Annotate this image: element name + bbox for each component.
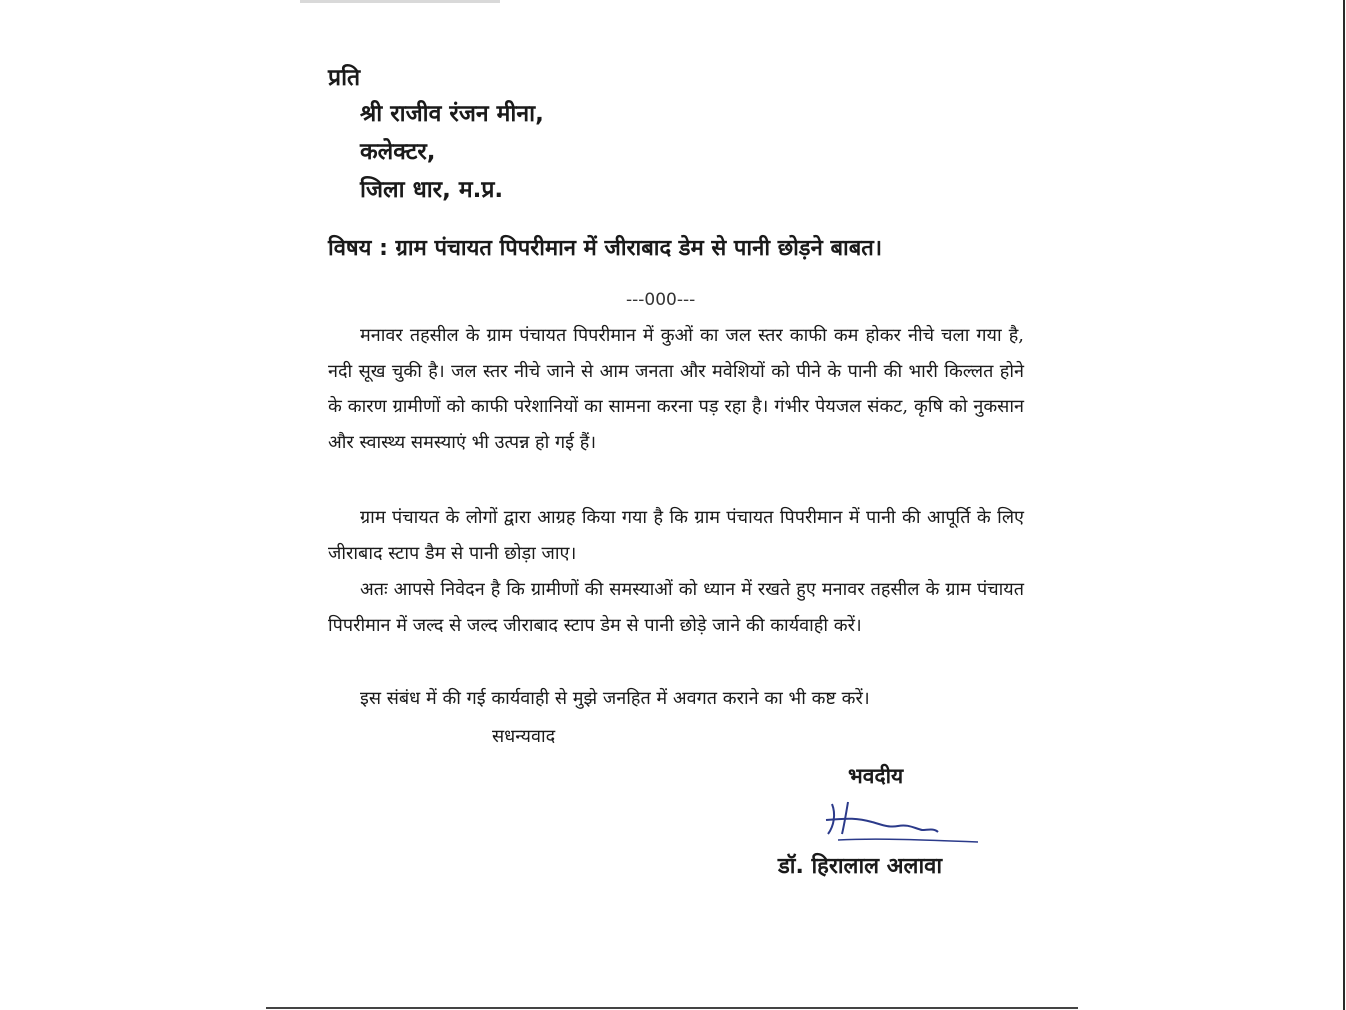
yours-faithfully: भवदीय (848, 764, 904, 788)
paragraph-text: इस संबंध में की गई कार्यवाही से मुझे जनहित में अवगत कराने का भी कष्ट करें। (360, 688, 870, 709)
signer-name: डॉ. हिरालाल अलावा (778, 854, 943, 879)
body-paragraph-2 (328, 500, 1024, 571)
handwritten-signature (818, 794, 980, 846)
body-paragraph-1 (328, 318, 1024, 460)
body-paragraph-4 (328, 681, 1028, 717)
recipient-name: श्री राजीव रंजन मीना, (360, 101, 544, 127)
paragraph-text: अतः आपसे निवेदन है कि ग्रामीणों की समस्याओं को ध्यान में रखते हुए मनावर तहसील के ग्राम पंचायत पिपरीमान में जल्द से जल्द जीराबाद स्टाप डेम से पानी छोड़े जाने की कार्यवाही करें। (328, 579, 1024, 636)
recipient-location: जिला धार, म.प्र. (360, 177, 504, 203)
paragraph-text: मनावर तहसील के ग्राम पंचायत पिपरीमान में कुओं का जल स्तर काफी कम होकर नीचे चला गया है, नदी सूख चुकी है। जल स्तर नीचे जाने से आम जनता और मवेशियों को पीने के पानी की भारी किल्लत होने के कारण ग्रामीणों को काफी परेशानियों का सामना करना पड़ रहा है। गंभीर पेयजल संकट, कृषि को नुकसान और स्वास्थ्य समस्याएं भी उत्पन्न हो गई हैं। (328, 325, 1024, 453)
closing-thanks: सधन्यवाद (492, 726, 556, 747)
subject-line: विषय : ग्राम पंचायत पिपरीमान में जीराबाद डेम से पानी छोड़ने बाबत। (328, 236, 883, 261)
right-edge-border (1343, 0, 1345, 1010)
body-paragraph-3 (328, 572, 1024, 643)
bottom-divider (266, 1007, 1078, 1009)
top-edge-mark (300, 0, 500, 3)
to-label: प्रति (328, 65, 361, 91)
recipient-designation: कलेक्टर, (360, 139, 436, 165)
separator: ---000--- (626, 290, 696, 310)
paragraph-text: ग्राम पंचायत के लोगों द्वारा आग्रह किया गया है कि ग्राम पंचायत पिपरीमान में पानी की आपूर्ति के लिए जीराबाद स्टाप डैम से पानी छोड़ा जाए। (328, 507, 1024, 564)
